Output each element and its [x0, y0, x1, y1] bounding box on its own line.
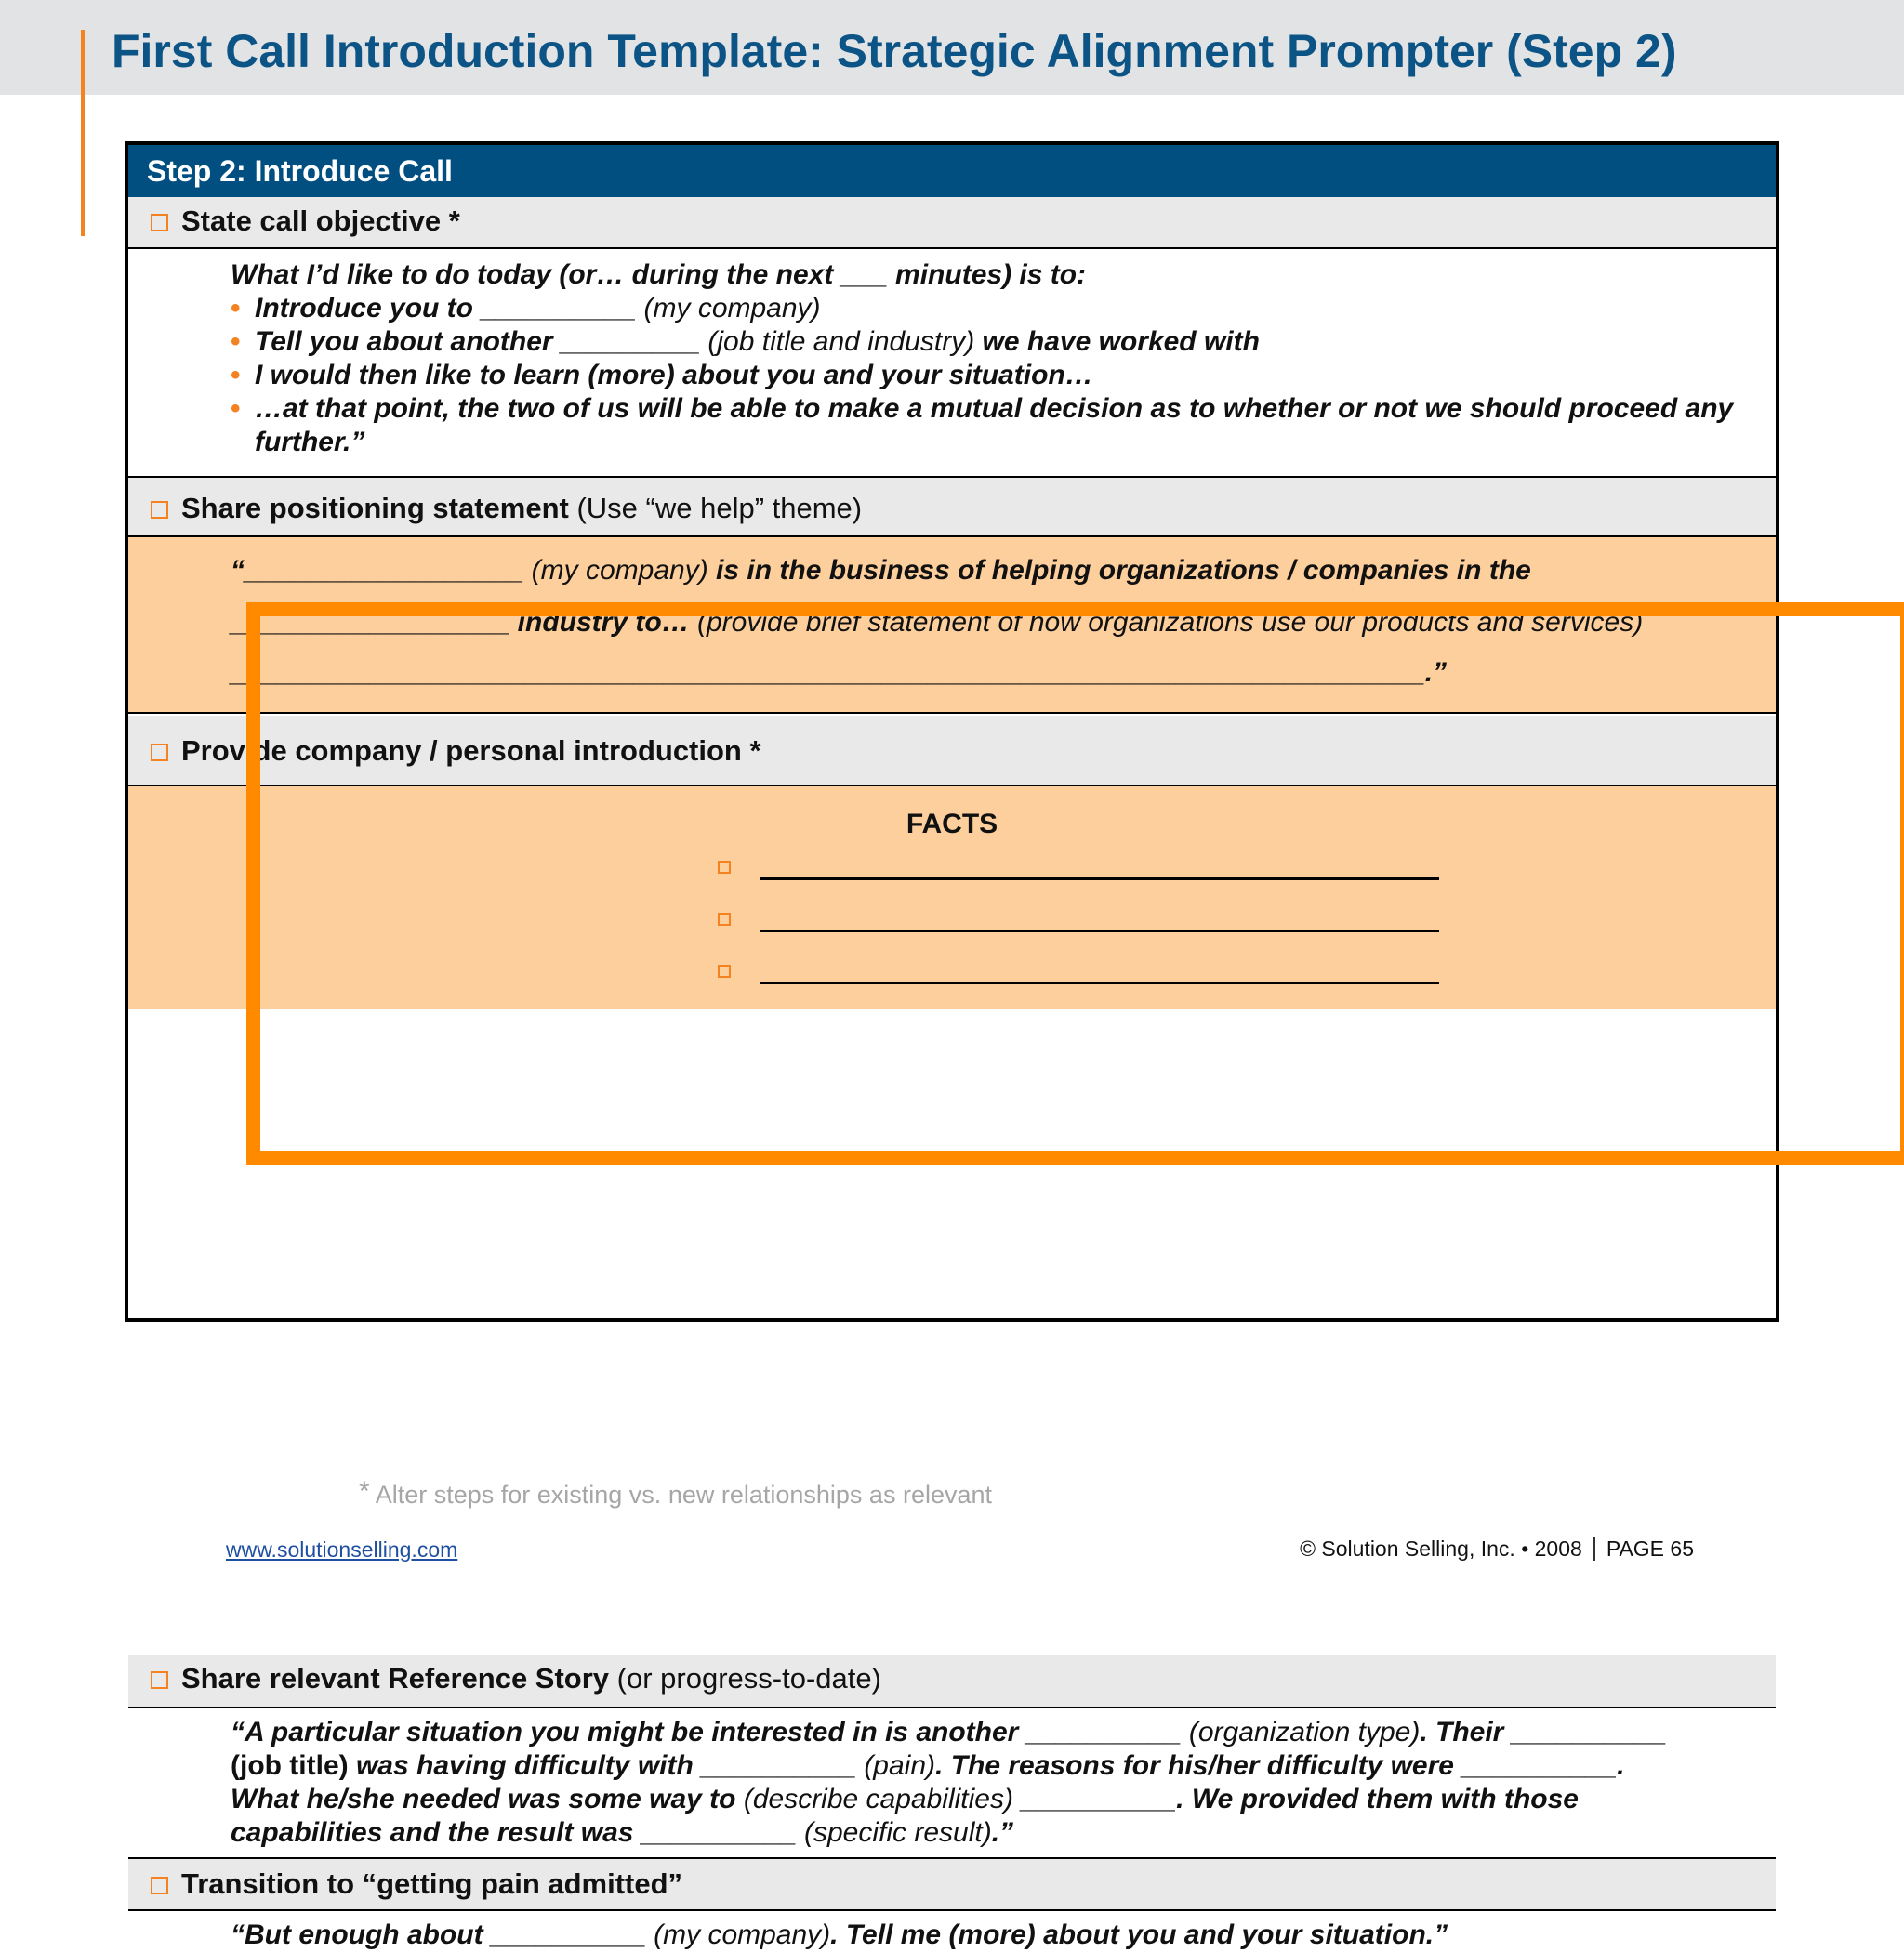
footer-info: [1300, 1537, 1694, 1562]
checkbox-icon[interactable]: [151, 214, 168, 231]
section-positioning-header: Share positioning statement (Use “we help” theme): [128, 476, 1776, 537]
step-header: Step 2: Introduce Call: [128, 145, 1776, 197]
page-title: First Call Introduction Template: Strategic Alignment Prompter (Step 2): [112, 25, 1677, 77]
section-objective-header: [128, 197, 1776, 249]
objective-intro: What I’d like to do today (or… during the next ___ minutes) is to:: [231, 259, 1087, 290]
checkbox-icon[interactable]: [151, 744, 168, 761]
reference-line-3: What he/she needed was some way to (describe capabilities) __________. We provided them with those: [231, 1784, 1579, 1814]
reference-body: [231, 1716, 1774, 1850]
transition-body: “But enough about __________ (my company). Tell me (more) about you and your situation.”: [231, 1919, 1448, 1950]
list-item: • I would then like to learn (more) about you and your situation…: [231, 359, 1755, 392]
footer-website-link[interactable]: www.solutionselling.com: [226, 1537, 458, 1562]
highlight-frame: [246, 602, 1904, 1165]
positioning-line-1: “__________________ (my company) is in the business of helping organizations / companies in the: [231, 555, 1531, 586]
footnote: * Alter steps for existing vs. new relationships as relevant: [359, 1476, 993, 1509]
facts-title: FACTS: [906, 809, 998, 839]
list-item: • Tell you about another _________ (job title and industry) we have worked with: [231, 325, 1755, 359]
reference-line-4: capabilities and the result was __________ (specific result).”: [231, 1817, 1014, 1848]
objective-body: [231, 258, 1755, 459]
page-number: PAGE 65: [1606, 1537, 1694, 1561]
section-introduction-header: Provide company / personal introduction *: [128, 716, 1776, 786]
title-accent-bar: [81, 30, 85, 236]
list-item: • Introduce you to __________ (my company): [231, 292, 1755, 325]
objective-bullets: [231, 292, 1755, 459]
list-item: • …at that point, the two of us will be able to make a mutual decision as to whether or not we should proceed any further.”: [231, 392, 1755, 459]
positioning-line-3: _____________________________________________________________________________.”: [231, 657, 1448, 688]
footer-copyright: © Solution Selling, Inc. • 2008: [1300, 1537, 1582, 1561]
section-transition-header: Transition to “getting pain admitted”: [128, 1857, 1776, 1911]
checkbox-icon[interactable]: [151, 501, 168, 519]
reference-line-2: (job title) was having difficulty with __________ (pain). The reasons for his/her difficulty were __________.: [231, 1750, 1625, 1781]
template-table: [125, 141, 1779, 1950]
footer-divider: [1593, 1537, 1595, 1561]
positioning-line-2: __________________ industry to… (provide brief statement of how organizations use our products and services): [231, 607, 1644, 638]
checkbox-icon[interactable]: [151, 1671, 168, 1689]
reference-line-1: “A particular situation you might be interested in is another __________ (organization type). Their __________: [231, 1717, 1667, 1748]
section-reference-header: Share relevant Reference Story (or progress-to-date): [128, 1655, 1776, 1708]
checkbox-icon[interactable]: [151, 1877, 168, 1894]
objective-label: State call objective *: [181, 204, 460, 237]
